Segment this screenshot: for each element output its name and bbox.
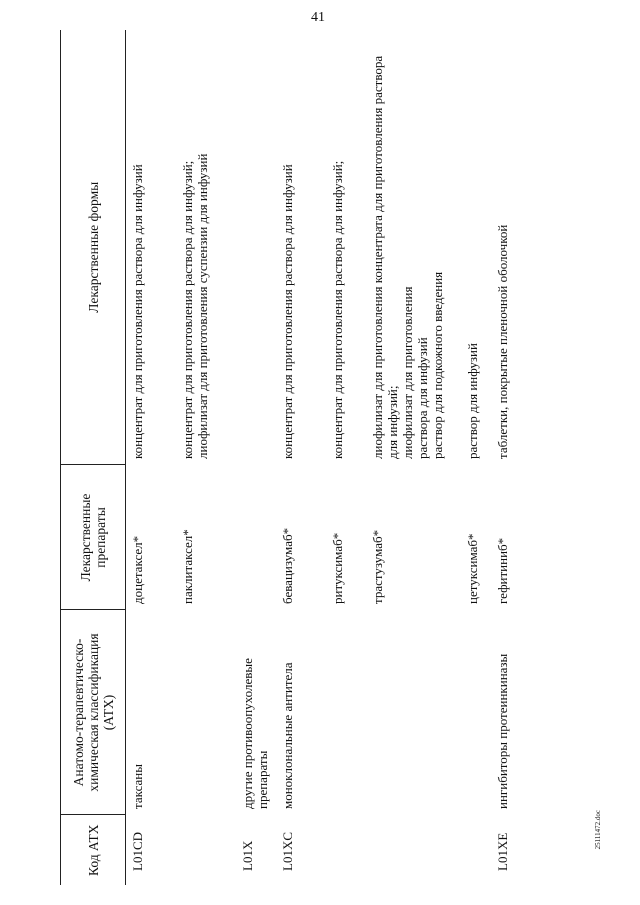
atc-class-cell [326,610,366,815]
dosage-forms-cell [366,30,461,465]
table-header-row [61,30,126,885]
table-row [461,30,491,885]
atc-class-cell: таксаны [130,764,145,809]
table-row [176,30,236,885]
atc-code-cell: L01CD [130,832,145,871]
table-row [276,30,326,885]
atc-code-cell: L01XE [494,832,510,871]
header-classification: Анатомо-терапевтическо-химическая классификация (АТХ) [61,610,126,815]
header-drugs: Лекарственные препараты [61,465,126,610]
atc-code-cell [366,815,461,885]
atc-class-cell [176,610,236,815]
atc-class-cell [366,610,461,815]
dosage-forms-cell [491,30,531,465]
dosage-form-line: таблетки, покрытые пленочной оболочкой [494,224,510,459]
dosage-form-line: концентрат для приготовления раствора для инфузий [279,164,295,459]
drug-name-cell [236,465,276,610]
header-forms: Лекарственные формы [61,30,126,465]
drug-name-cell: бевацизумаб* [279,527,295,604]
table-body [126,30,531,885]
atc-code-cell: L01X [239,840,255,871]
table-row [126,30,176,885]
dosage-form-line: концентрат для приготовления раствора для инфузий [130,164,145,459]
dosage-form-line: концентрат для приготовления раствора для инфузий; [329,160,345,459]
atc-class-cell: другие противоопухолевые препараты [239,658,270,809]
atc-class-cell: моноклональные антитела [279,662,295,809]
atc-code-cell [326,815,366,885]
drug-name-cell: трастузумаб* [369,529,385,604]
dosage-form-line: лиофилизат для приготовления концентрата для приготовления раствора для инфузий; [369,55,400,459]
dosage-forms-cell [276,30,326,465]
atc-class-cell: ингибиторы протеинкиназы [494,653,510,809]
atc-table-container [60,30,610,885]
dosage-forms-cell [461,30,491,465]
page-number: 41 [311,10,325,25]
dosage-form-line: лиофилизат для приготовления суспензии для инфузий [194,153,210,459]
drug-name-cell: цетуксимаб* [464,533,480,604]
dosage-form-line: концентрат для приготовления раствора для инфузий; [179,160,195,459]
document-code: 25111472.doc [594,810,602,850]
dosage-form-line: раствора для инфузий [414,337,430,459]
drug-name-cell: паклитаксел* [179,529,195,604]
table-row [491,30,531,885]
table-row [366,30,461,885]
atc-code-cell: L01XC [279,832,295,871]
atc-code-cell [461,815,491,885]
drug-name-cell: доцетаксел* [130,535,145,604]
atc-table [60,30,531,885]
dosage-forms-cell [176,30,236,465]
atc-code-cell [176,815,236,885]
dosage-forms-cell [126,30,176,465]
drug-name-cell: ритуксимаб* [329,532,345,604]
dosage-form-line: раствор для подкожного введения [429,271,445,459]
dosage-form-line: лиофилизат для приготовления [399,286,415,459]
dosage-forms-cell [236,30,276,465]
table-row [326,30,366,885]
dosage-form-line: раствор для инфузий [464,343,480,459]
table-row [236,30,276,885]
header-code: Код АТХ [61,815,126,885]
drug-name-cell: гефитиниб* [494,537,510,604]
atc-class-cell [461,610,491,815]
dosage-forms-cell [326,30,366,465]
